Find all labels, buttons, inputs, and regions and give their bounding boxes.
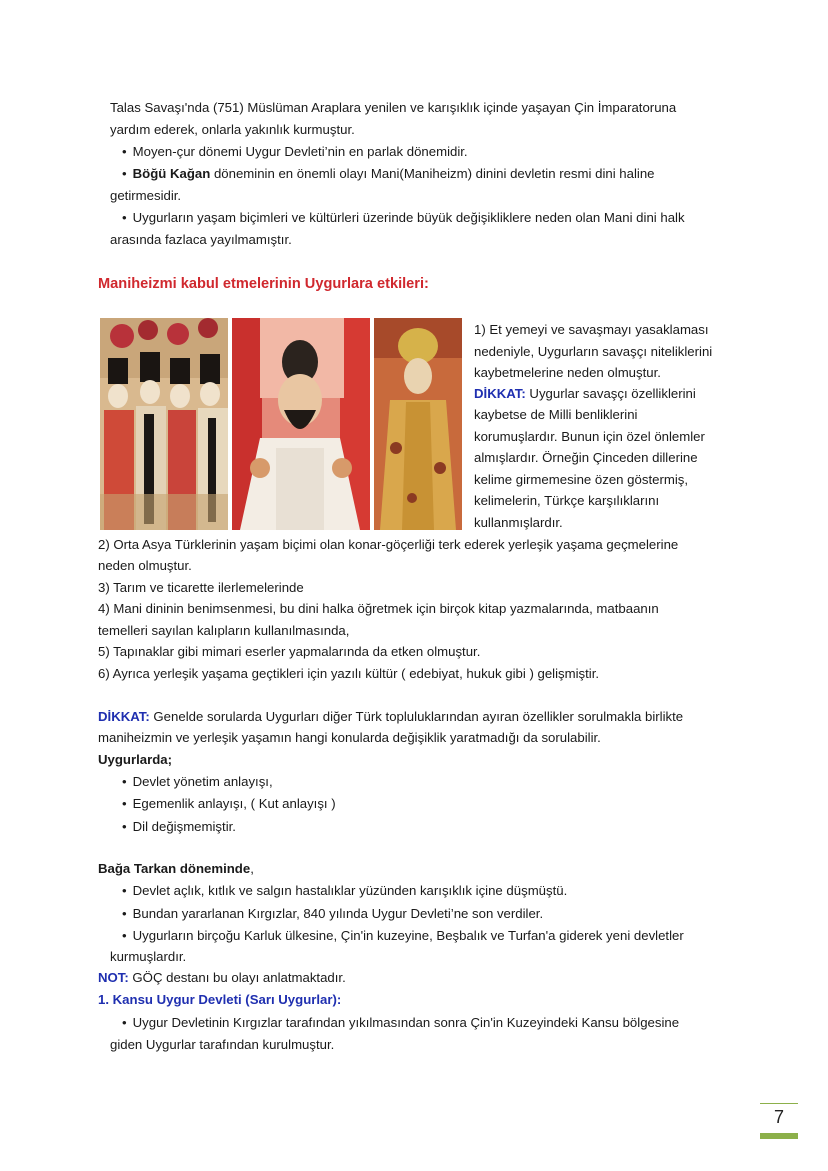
effect-2-line-1: 2) Orta Asya Türklerinin yaşam biçimi olan konar-göçerliği terk ederek yerleşik yaşama geçmelerine [98,537,679,552]
note-label: NOT: [98,970,129,985]
dikkat-1-line-5: kelime girmemesine özen göstermiş, [474,472,689,487]
page-number: 7 [773,1107,784,1127]
dikkat-1-line-4: almışlardır. Örneğin Çinceden dillerine [474,450,698,465]
baga-bullet-1: • Devlet açlık, kıtlık ve salgın hastalıklar yüzünden karışıklık içine düşmüştü. [122,882,567,900]
baga-title-comma: , [250,861,254,876]
page-number-rule [760,1133,798,1139]
effect-1-line-2: nedeniyle, Uygurların savaşçı niteliklerini [474,344,713,359]
dikkat-2-text: Genelde sorularda Uygurları diğer Türk topluluklarından ayıran özellikler sorulmakla birlikte [149,709,684,724]
note-text: GÖÇ destanı bu olayı anlatmaktadır. [128,970,346,985]
dikkat-1-line-3: korumuşlardır. Bunun için özel önlemler [474,429,705,444]
baga-bullet-2: • Bundan yararlanan Kırgızlar, 840 yılında Uygur Devleti’ne son verdiler. [122,905,543,923]
effect-4-line-1: 4) Mani dininin benimsenmesi, bu dini halka öğretmek için birçok kitap yazmalarında, matbaanın [98,601,659,616]
painting-panel-3 [374,318,462,530]
intro-bullet-3: • Uygurların yaşam biçimleri ve kültürleri üzerinde büyük değişikliklere neden olan Mani dini halk [122,209,685,227]
kansu-heading: 1. Kansu Uygur Devleti (Sarı Uygurlar): [98,992,342,1007]
kansu-bullet-1: • Uygur Devletinin Kırgızlar tarafından yıkılmasından sonra Çin'in Kuzeyindeki Kansu bölgesine [122,1014,679,1032]
intro-bullet-2-cont: getirmesidir. [110,188,182,203]
uygurlarda-title: Uygurlarda; [98,752,173,767]
uygurlarda-item-2: • Egemenlik anlayışı, ( Kut anlayışı ) [122,795,336,813]
effect-2-line-2: neden olmuştur. [98,558,192,573]
painting-panel-1 [100,318,228,530]
baga-title: Bağa Tarkan döneminde [98,861,251,876]
dikkat-1-line [474,385,696,403]
effect-3: 3) Tarım ve ticarette ilerlemelerinde [98,580,304,595]
uygurlarda-item-1: • Devlet yönetim anlayışı, [122,773,273,791]
painting-panel-2 [232,318,370,530]
intro-bullet-1: • Moyen-çur dönemi Uygur Devleti’nin en parlak dönemidir. [122,143,468,161]
intro-line-2: yardım ederek, onlarla yakınlık kurmuştur. [110,122,355,137]
page-number-rule-top [760,1103,798,1104]
dikkat-1-line-2: kaybetse de Milli benliklerini [474,407,638,422]
effect-1-line-1: 1) Et yemeyi ve savaşmayı yasaklaması [474,322,709,337]
bogu-kagan-bold: Böğü Kağan [132,166,211,181]
uygur-paintings-image [100,318,462,530]
dikkat-1-line-7: kullanmışlardır. [474,515,563,530]
baga-bullet-3: • Uygurların birçoğu Karluk ülkesine, Çin'in kuzeyine, Beşbalık ve Turfan'a giderek yeni devletler [122,927,684,945]
dikkat-label-2: DİKKAT: [98,709,150,724]
effect-4-line-2: temelleri sayılan kalıpların kullanılmasında, [98,623,350,638]
dikkat-1-text: Uygurlar savaşçı özelliklerini [525,386,696,401]
kansu-bullet-1-cont: giden Uygurlar tarafından kurulmuştur. [110,1037,335,1052]
intro-bullet-3-cont: arasında fazlaca yayılmamıştır. [110,232,292,247]
intro-bullet-2-text: döneminin en önemli olayı Mani(Maniheizm) dinini devletin resmi dini haline [210,166,655,181]
baga-bullet-3-cont: kurmuşlardır. [110,949,187,964]
intro-line-1: Talas Savaşı'nda (751) Müslüman Araplara yenilen ve karışıklık içinde yaşayan Çin İmparatoruna [110,100,677,115]
note-line [98,969,346,987]
effect-5: 5) Tapınaklar gibi mimari eserler yapmalarında da etken olmuştur. [98,644,481,659]
dikkat-2-line-2: maniheizmin ve yerleşik yaşamın hangi konularda değişiklik yaratmadığı da sorulabilir. [98,730,601,745]
baga-title-line [98,860,254,878]
dikkat-2-line-1 [98,708,683,726]
effect-1-line-3: kaybetmelerine neden olmuştur. [474,365,661,380]
section-heading-maniheizm: Maniheizmi kabul etmelerinin Uygurlara etkileri: [98,276,429,292]
intro-bullet-2 [122,165,655,183]
dikkat-1-line-6: kelimelerin, Türkçe karşılıklarını [474,493,660,508]
effect-6: 6) Ayrıca yerleşik yaşama geçtikleri için yazılı kültür ( edebiyat, hukuk gibi ) gelişmiştir. [98,666,600,681]
uygurlarda-item-3: • Dil değişmemiştir. [122,818,236,836]
dikkat-label-1: DİKKAT: [474,386,526,401]
